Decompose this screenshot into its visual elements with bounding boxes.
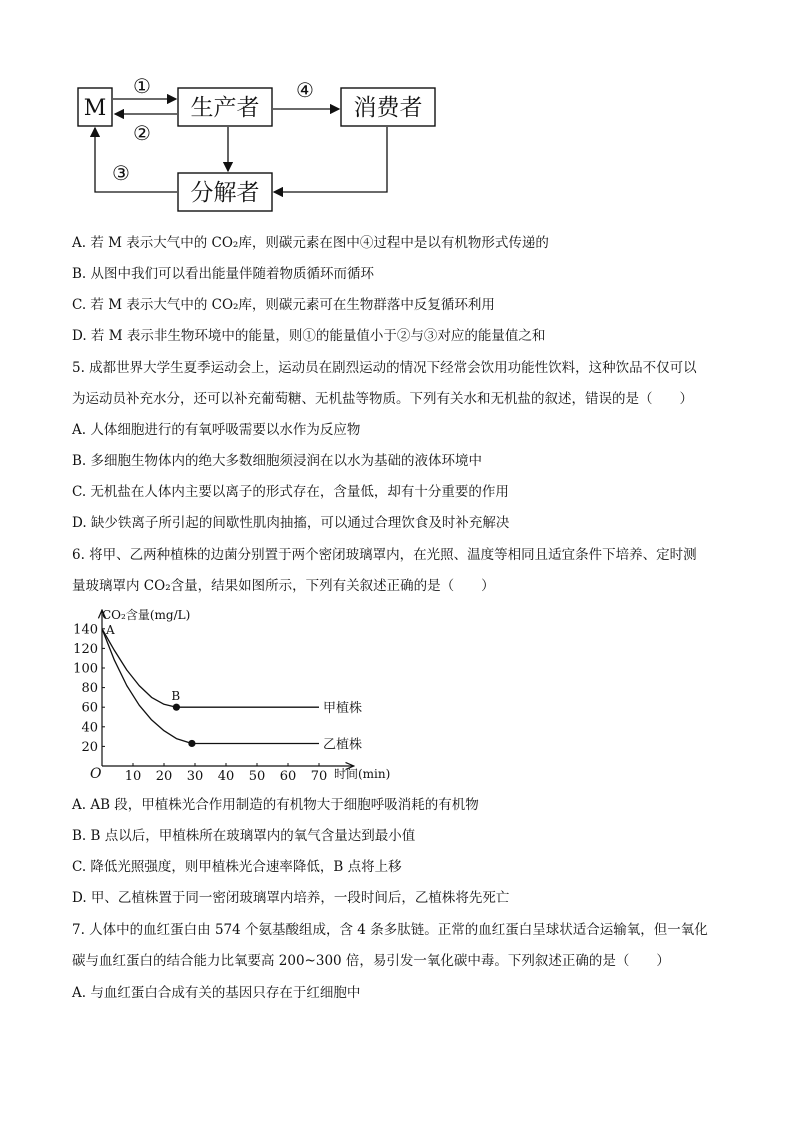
y-tick-label: 140 bbox=[73, 622, 98, 638]
q6-stem-line-2: 量玻璃罩内 CO₂含量，结果如图所示，下列有关叙述正确的是（ ） bbox=[72, 578, 495, 594]
y-tick-label: 60 bbox=[81, 700, 98, 716]
q4-option-a: A. 若 M 表示大气中的 CO₂库，则碳元素在图中④过程中是以有机物形式传递的 bbox=[72, 235, 549, 251]
x-tick-label: 30 bbox=[186, 769, 204, 784]
m-label: M bbox=[83, 96, 107, 121]
series-point-1 bbox=[173, 704, 180, 711]
y-tick-label: 40 bbox=[81, 720, 98, 736]
q7-stem-line-2: 碳与血红蛋白的结合能力比氧要高 200~300 倍，易引发一氧化碳中毒。下列叙述正确的是（ ） bbox=[72, 953, 670, 969]
carbon-cycle-diagram bbox=[72, 76, 452, 216]
q4-option-b: B. 从图中我们可以看出能量伴随着物质循环而循环 bbox=[72, 266, 375, 282]
arrow-4-label: ④ bbox=[296, 78, 314, 102]
q5-option-b: B. 多细胞生物体内的绝大多数细胞须浸润在以水为基础的液体环境中 bbox=[72, 453, 483, 469]
chart-xlabel: 时间(min) bbox=[334, 767, 391, 781]
x-tick-label: 50 bbox=[248, 769, 266, 784]
point-a-label: A bbox=[106, 622, 115, 637]
q6-option-b: B. B 点以后，甲植株所在玻璃罩内的氧气含量达到最小值 bbox=[72, 828, 416, 844]
consumer-label: 消费者 bbox=[353, 95, 423, 121]
arrow-2-label: ② bbox=[133, 121, 151, 145]
q6-option-d: D. 甲、乙植株置于同一密闭玻璃罩内培养，一段时间后，乙植株将先死亡 bbox=[72, 890, 510, 906]
q5-option-c: C. 无机盐在人体内主要以离子的形式存在，含量低，却有十分重要的作用 bbox=[72, 484, 509, 500]
x-tick-label: 10 bbox=[124, 769, 142, 784]
co2-line-chart bbox=[70, 600, 400, 790]
series-label-2: 乙植株 bbox=[323, 737, 363, 753]
arrow-3-label: ③ bbox=[112, 161, 130, 185]
point-b-label: B bbox=[171, 689, 181, 704]
y-tick-label: 20 bbox=[81, 739, 98, 755]
chart-origin: O bbox=[90, 766, 102, 782]
arrow-1-label: ① bbox=[133, 76, 151, 98]
chart-ylabel: CO₂含量(mg/L) bbox=[102, 608, 191, 622]
q6-option-a: A. AB 段，甲植株光合作用制造的有机物大于细胞呼吸消耗的有机物 bbox=[72, 797, 479, 813]
q6-option-c: C. 降低光照强度，则甲植株光合速率降低，B 点将上移 bbox=[72, 859, 402, 875]
y-tick-label: 120 bbox=[73, 641, 98, 657]
x-tick-label: 20 bbox=[155, 769, 173, 784]
q5-stem-line-1: 5. 成都世界大学生夏季运动会上，运动员在剧烈运动的情况下经常会饮用功能性饮料，这种饮品不仅可以 bbox=[72, 360, 697, 376]
series-line-1 bbox=[102, 629, 319, 707]
y-tick-label: 80 bbox=[81, 681, 98, 697]
q4-option-d: D. 若 M 表示非生物环境中的能量，则①的能量值小于②与③对应的能量值之和 bbox=[72, 328, 546, 344]
decomposer-label: 分解者 bbox=[190, 180, 260, 206]
y-tick-label: 100 bbox=[73, 661, 98, 677]
x-tick-label: 60 bbox=[279, 769, 297, 784]
q7-option-a: A. 与血红蛋白合成有关的基因只存在于红细胞中 bbox=[72, 985, 361, 1001]
series-point-2 bbox=[188, 740, 195, 747]
q5-stem-line-2: 为运动员补充水分，还可以补充葡萄糖、无机盐等物质。下列有关水和无机盐的叙述，错误的是（ ） bbox=[72, 391, 693, 407]
q6-stem-line-1: 6. 将甲、乙两种植株的边菌分别置于两个密闭玻璃罩内，在光照、温度等相同且适宜条件下培养、定时测 bbox=[72, 547, 697, 563]
series-label-1: 甲植株 bbox=[323, 701, 363, 717]
series-line-2 bbox=[102, 629, 319, 744]
arrow-consumer-decomposer bbox=[274, 127, 387, 192]
producer-label: 生产者 bbox=[190, 95, 260, 121]
q4-option-c: C. 若 M 表示大气中的 CO₂库，则碳元素可在生物群落中反复循环利用 bbox=[72, 297, 495, 313]
q7-stem-line-1: 7. 人体中的血红蛋白由 574 个氨基酸组成，含 4 条多肽链。正常的血红蛋白呈球状适合运输氧，但一氧化 bbox=[72, 922, 708, 938]
q5-option-d: D. 缺少铁离子所引起的间歇性肌肉抽搐，可以通过合理饮食及时补充解决 bbox=[72, 515, 510, 531]
q5-option-a: A. 人体细胞进行的有氧呼吸需要以水作为反应物 bbox=[72, 422, 361, 438]
x-tick-label: 40 bbox=[217, 769, 235, 784]
x-tick-label: 70 bbox=[310, 769, 328, 784]
